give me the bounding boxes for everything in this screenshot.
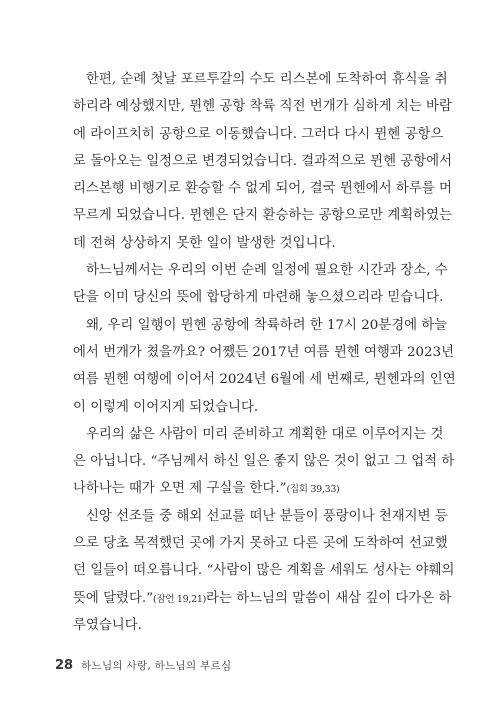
text-line: 은 아닙니다. “주님께서 하신 일은 좋지 않은 것이 없고 그 업적 하 <box>73 454 455 470</box>
text-line: 로 돌아오는 일정으로 변경되었습니다. 결과적으로 뮌헨 공항에서 <box>73 153 453 169</box>
text-line: 무르게 되었습니다. 뮌헨은 단지 환승하는 공항으로만 계획하였는 <box>73 208 453 224</box>
text-line: 리스본행 비행기로 환승할 수 없게 되어, 결국 뮌헨에서 하루를 머 <box>73 181 452 197</box>
page-number: 28 <box>55 658 74 673</box>
text-line: 으로 당초 목적했던 곳에 가지 못하고 다른 곳에 도착하여 선교했 <box>73 536 448 552</box>
text-line: 던 일들이 떠오릅니다. “사람이 많은 계획을 세워도 성사는 야훼의 <box>73 563 455 579</box>
scripture-reference: (집회 39,33) <box>286 484 340 496</box>
scripture-reference: (잠언 19,21) <box>153 593 207 605</box>
text-line: 한편, 순례 첫날 포르투갈의 수도 리스본에 도착하여 휴식을 취 <box>86 72 448 87</box>
page-footer <box>55 658 231 673</box>
text-line <box>73 475 435 502</box>
text-line: 여름 뮌헨 여행에 이어서 2024년 6월에 세 번째로, 뮌헨과의 인연 <box>73 372 456 388</box>
text-line: 신앙 선조들 중 해외 선교를 떠난 분들이 풍랑이나 천재지변 등 <box>86 508 448 524</box>
paragraph-2 <box>73 257 448 312</box>
text-line: 왜, 우리 일행이 뮌헨 공항에 착륙하려 한 17시 20분경에 하늘 <box>86 317 448 333</box>
quote-text: 뜻에 달렸다.” <box>73 590 154 606</box>
body-text <box>73 66 456 639</box>
paragraph-1 <box>73 66 453 257</box>
text-segment: 라는 하느님의 말씀이 새삼 깊이 다가온 하 <box>206 590 452 606</box>
text-line: 루였습니다. <box>73 617 142 633</box>
text-line: 하느님께서는 우리의 이번 순례 일정에 필요한 시간과 장소, 수 <box>86 263 448 279</box>
quote-text: 나하나는 때가 오면 제 구실을 한다.” <box>73 481 287 497</box>
paragraph-5 <box>73 503 455 639</box>
text-line: 하리라 예상했지만, 뮌헨 공항 착륙 직전 번개가 심하게 치는 바람 <box>73 99 452 115</box>
running-title: 하느님의 사랑, 하느님의 부르심 <box>81 660 232 672</box>
text-line: 데 전혀 상상하지 못한 일이 발생한 것입니다. <box>73 235 336 251</box>
text-line: 우리의 삶은 사람이 미리 준비하고 계획한 대로 이루어지는 것 <box>86 426 444 442</box>
text-line <box>73 585 452 612</box>
text-line: 단을 이미 당신의 뜻에 합당하게 마련해 놓으셨으리라 믿습니다. <box>73 290 444 306</box>
paragraph-4 <box>73 421 455 503</box>
text-line: 에 라이프치히 공항으로 이동했습니다. 그러다 다시 뮌헨 공항으 <box>73 126 444 142</box>
text-line: 이 이렇게 이어지게 되었습니다. <box>73 399 259 415</box>
text-line: 에서 번개가 쳤을까요? 어쨌든 2017년 여름 뮌헨 여행과 2023년 <box>73 344 455 360</box>
paragraph-3 <box>73 312 456 421</box>
